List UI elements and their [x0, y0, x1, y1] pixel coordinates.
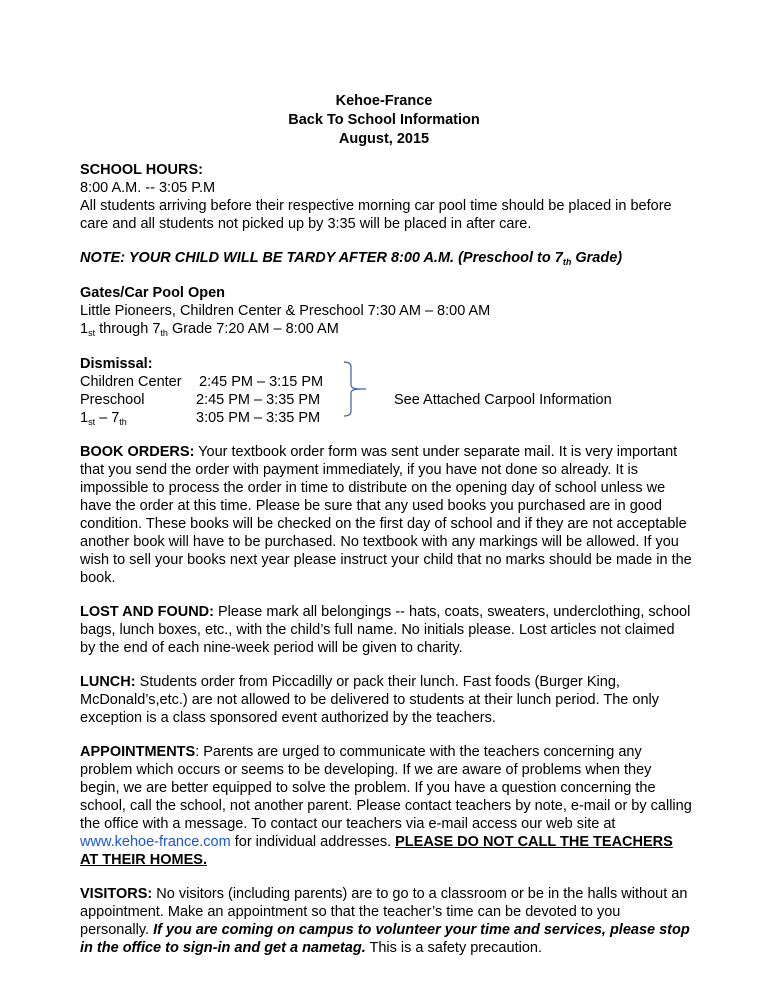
book-orders-text: Your textbook order form was sent under separate mail. It is very important that you send the order with payment immediately, if you have not done so already. It is impossible to process the order in time to distribute on the opening day of school unless we have the order at this time. Please be sure that any used books you purchased are in good condition. These books will be checked on the first day of school and if they are not acceptable another book will have to be purchased. No textbook with any markings will be allowed. If you wish to sell your books next year please instruct your child that no marks should be made in the book.	[80, 444, 692, 586]
right-brace-icon	[342, 361, 366, 417]
dismissal-group-3-a: 1	[80, 410, 89, 426]
dismissal-group-3-b: – 7	[95, 410, 120, 426]
tardy-note-sup: th	[562, 257, 572, 267]
visitors-heading: VISITORS:	[80, 886, 153, 902]
appointments-warning: PLEASE DO NOT CALL THE TEACHERS AT THEIR HOMES.	[80, 834, 673, 868]
document-body	[80, 161, 692, 957]
website-link[interactable]: www.kehoe-france.com	[80, 834, 231, 850]
lost-found-text: Please mark all belongings -- hats, coats, sweaters, underclothing, school bags, lunch boxes, etc., with the child’s full name. No initials please. Lost articles not claimed by the end of each nine-week period will be given to charity.	[80, 604, 691, 656]
dismissal-groups	[80, 373, 182, 427]
gates-through: through 7	[95, 321, 161, 337]
dismissal-time-1: 2:45 PM – 3:15 PM	[199, 374, 324, 390]
dismissal-group-1: Children Center	[80, 374, 182, 390]
section-lost-found	[80, 603, 692, 657]
tardy-note-text: NOTE: YOUR CHILD WILL BE TARDY AFTER 8:00 A.M. (Preschool to 7	[80, 250, 563, 266]
dismissal-time-3: 3:05 PM – 3:35 PM	[196, 410, 321, 426]
section-gates	[80, 284, 692, 339]
section-dismissal	[80, 355, 692, 427]
document-header	[0, 92, 768, 149]
dismissal-group-3-sup2: th	[119, 417, 127, 427]
section-appointments	[80, 743, 692, 869]
lost-found-heading: LOST AND FOUND:	[80, 604, 214, 620]
school-hours-text: All students arriving before their respective morning car pool time should be placed in before care and all students not picked up by 3:35 will be placed in after care.	[80, 198, 672, 232]
gates-line-2	[80, 320, 692, 339]
appointments-text: : Parents are urged to communicate with the teachers concerning any problem which occurs or seems to be developing. If we are aware of problems when they begin, we are better equipped to solve the problem. If you have a question concerning the school, call the school, not another parent. Please contact teachers by note, e-mail or by calling the office with a message. To contact our teachers via e-mail access our web site at	[80, 744, 692, 832]
dismissal-group-3	[80, 409, 182, 427]
visitors-text: No visitors (including parents) are to go to a classroom or be in the halls without an appointment. Make an appointment so that the teacher’s time can be devoted to you personally.	[80, 886, 688, 938]
dismissal-times	[196, 373, 323, 427]
visitors-text-after: This is a safety precaution.	[365, 940, 542, 956]
document-date: August, 2015	[338, 131, 430, 147]
dismissal-heading: Dismissal:	[80, 356, 153, 372]
section-lunch	[80, 673, 692, 727]
school-hours-time: 8:00 A.M. -- 3:05 P.M	[80, 180, 216, 196]
carpool-note: See Attached Carpool Information	[394, 392, 612, 408]
appointments-heading: APPOINTMENTS	[80, 744, 196, 760]
gates-sup-2: th	[160, 328, 168, 338]
section-visitors	[80, 885, 692, 957]
gates-line-1: Little Pioneers, Children Center & Preschool 7:30 AM – 8:00 AM	[80, 303, 491, 319]
dismissal-time-2: 2:45 PM – 3:35 PM	[196, 392, 321, 408]
lunch-heading: LUNCH:	[80, 674, 136, 690]
section-school-hours	[80, 161, 692, 233]
school-name: Kehoe-France	[335, 93, 433, 109]
appointments-text-after: for individual addresses.	[230, 834, 396, 850]
dismissal-group-3-sup1: st	[88, 417, 96, 427]
school-hours-heading: SCHOOL HOURS:	[80, 162, 203, 178]
gates-heading: Gates/Car Pool Open	[80, 285, 226, 301]
document-title: Back To School Information	[288, 112, 480, 128]
tardy-note	[80, 249, 692, 268]
gates-grade-start: 1	[80, 321, 89, 337]
book-orders-heading: BOOK ORDERS:	[80, 444, 195, 460]
tardy-note-text-end: Grade)	[571, 250, 623, 266]
lunch-text: Students order from Piccadilly or pack their lunch. Fast foods (Burger King, McDonald’s,etc.) are not allowed to be delivered to students at their lunch period. The only exception is a class sponsored event authorized by the teachers.	[80, 674, 659, 726]
gates-grade-time: Grade 7:20 AM – 8:00 AM	[167, 321, 339, 337]
visitors-emphasis: If you are coming on campus to volunteer your time and services, please stop in the office to sign-in and get a nametag.	[80, 922, 690, 956]
section-book-orders	[80, 443, 692, 587]
dismissal-group-2: Preschool	[80, 392, 145, 408]
gates-sup-1: st	[88, 328, 96, 338]
